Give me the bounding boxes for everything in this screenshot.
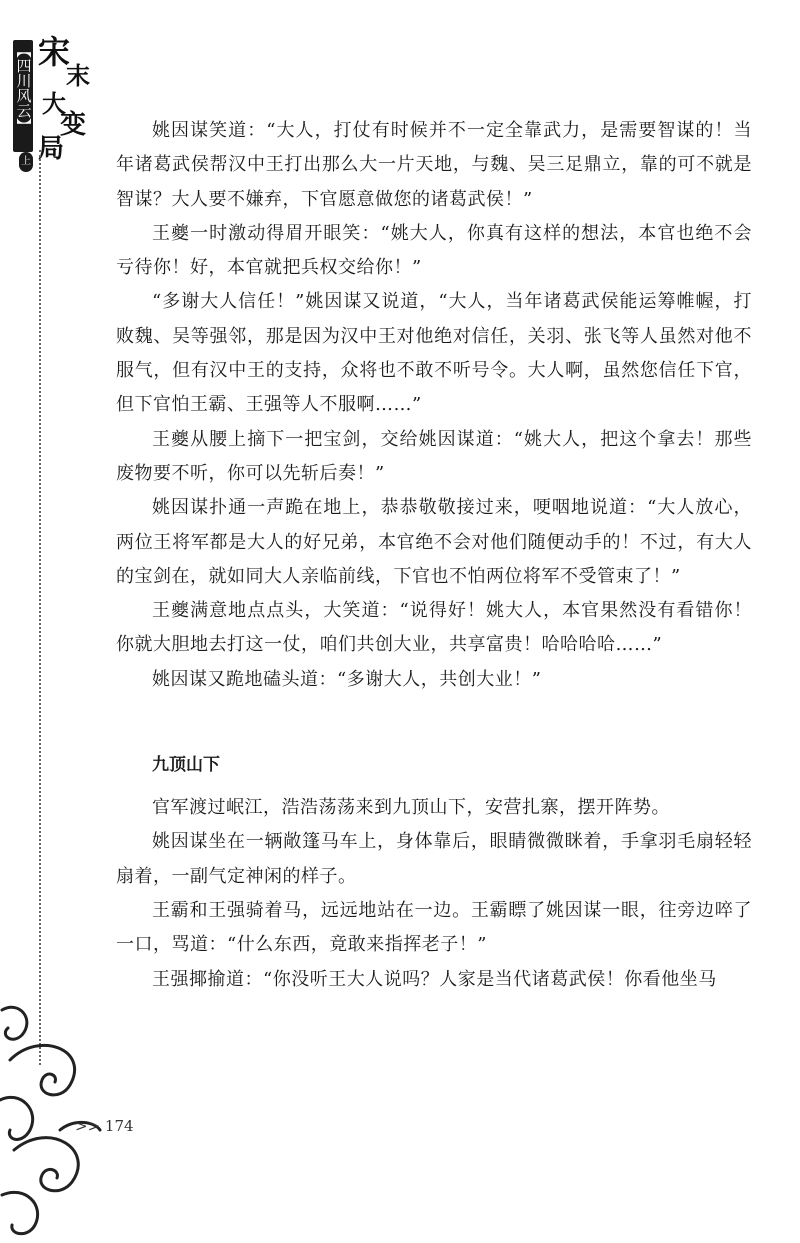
paragraph: 王夔满意地点点头，大笑道：“说得好！姚大人，本官果然没有看错你！你就大胆地去打这一仗，咱们共创大业，共享富贵！哈哈哈哈……” (116, 600, 752, 656)
paragraph: 官军渡过岷江，浩浩荡荡来到九顶山下，安营扎寨，摆开阵势。 (152, 797, 670, 819)
volume-badge: 上 (19, 152, 33, 172)
margin-dotted-line (39, 150, 41, 1065)
paragraph: 王夔从腰上摘下一把宝剑，交给姚因谋道：“姚大人，把这个拿去！那些废物要不听，你可以先斩后奏！” (116, 428, 752, 484)
section-heading: 九顶山下 (152, 755, 220, 776)
page-number: >> 174 (75, 1117, 134, 1135)
paragraph: 王强揶揄道：“你没听王大人说吗？人家是当代诸葛武侯！你看他坐马 (152, 968, 717, 990)
page-body (116, 114, 752, 997)
paragraph: 姚因谋扑通一声跪在地上，恭恭敬敬接过来，哽咽地说道：“大人放心，两位王将军都是大人的好兄弟，本官绝不会对他们随便动手的！不过，有大人的宝剑在，就如同大人亲临前线，下官也不怕两位将军不受管束了！” (116, 497, 752, 587)
series-label-box (13, 40, 33, 152)
title-char-3: 大 (42, 89, 66, 118)
title-char-5: 局 (38, 134, 65, 164)
paragraph: 王霸和王强骑着马，远远地站在一边。王霸瞟了姚因谋一眼，往旁边啐了一口，骂道：“什么东西，竟敢来指挥老子！” (116, 899, 752, 956)
title-char-4: 变 (60, 110, 87, 140)
paragraph: 姚因谋又跪地磕头道：“多谢大人，共创大业！” (152, 668, 542, 690)
series-label: 【四川风云】 (14, 43, 33, 133)
paragraph: 姚因谋笑道：“大人，打仗有时候并不一定全靠武力，是需要智谋的！当年诸葛武侯帮汉中王打出那么大一片天地，与魏、吴三足鼎立，靠的可不就是智谋？大人要不嫌弃，下官愿意做您的诸葛武侯！” (116, 120, 752, 210)
paragraph: 姚因谋坐在一辆敞篷马车上，身体靠后，眼睛微微眯着，手拿羽毛扇轻轻扇着，一副气定神闲的样子。 (116, 831, 752, 887)
paragraph: “多谢大人信任！”姚因谋又说道，“大人，当年诸葛武侯能运筹帷幄，打败魏、吴等强邻，那是因为汉中王对他绝对信任，关羽、张飞等人虽然对他不服气，但有汉中王的支持，众将也不敢不听号令。大人啊，虽然您信任下官，但下官怕王霸、王强等人不服啊……” (116, 291, 752, 416)
title-char-1: 宋 (38, 33, 71, 71)
title-char-2: 末 (66, 61, 90, 90)
paragraph: 王夔一时激动得眉开眼笑：“姚大人，你真有这样的想法，本官也绝不会亏待你！好，本官就把兵权交给你！” (116, 222, 752, 279)
